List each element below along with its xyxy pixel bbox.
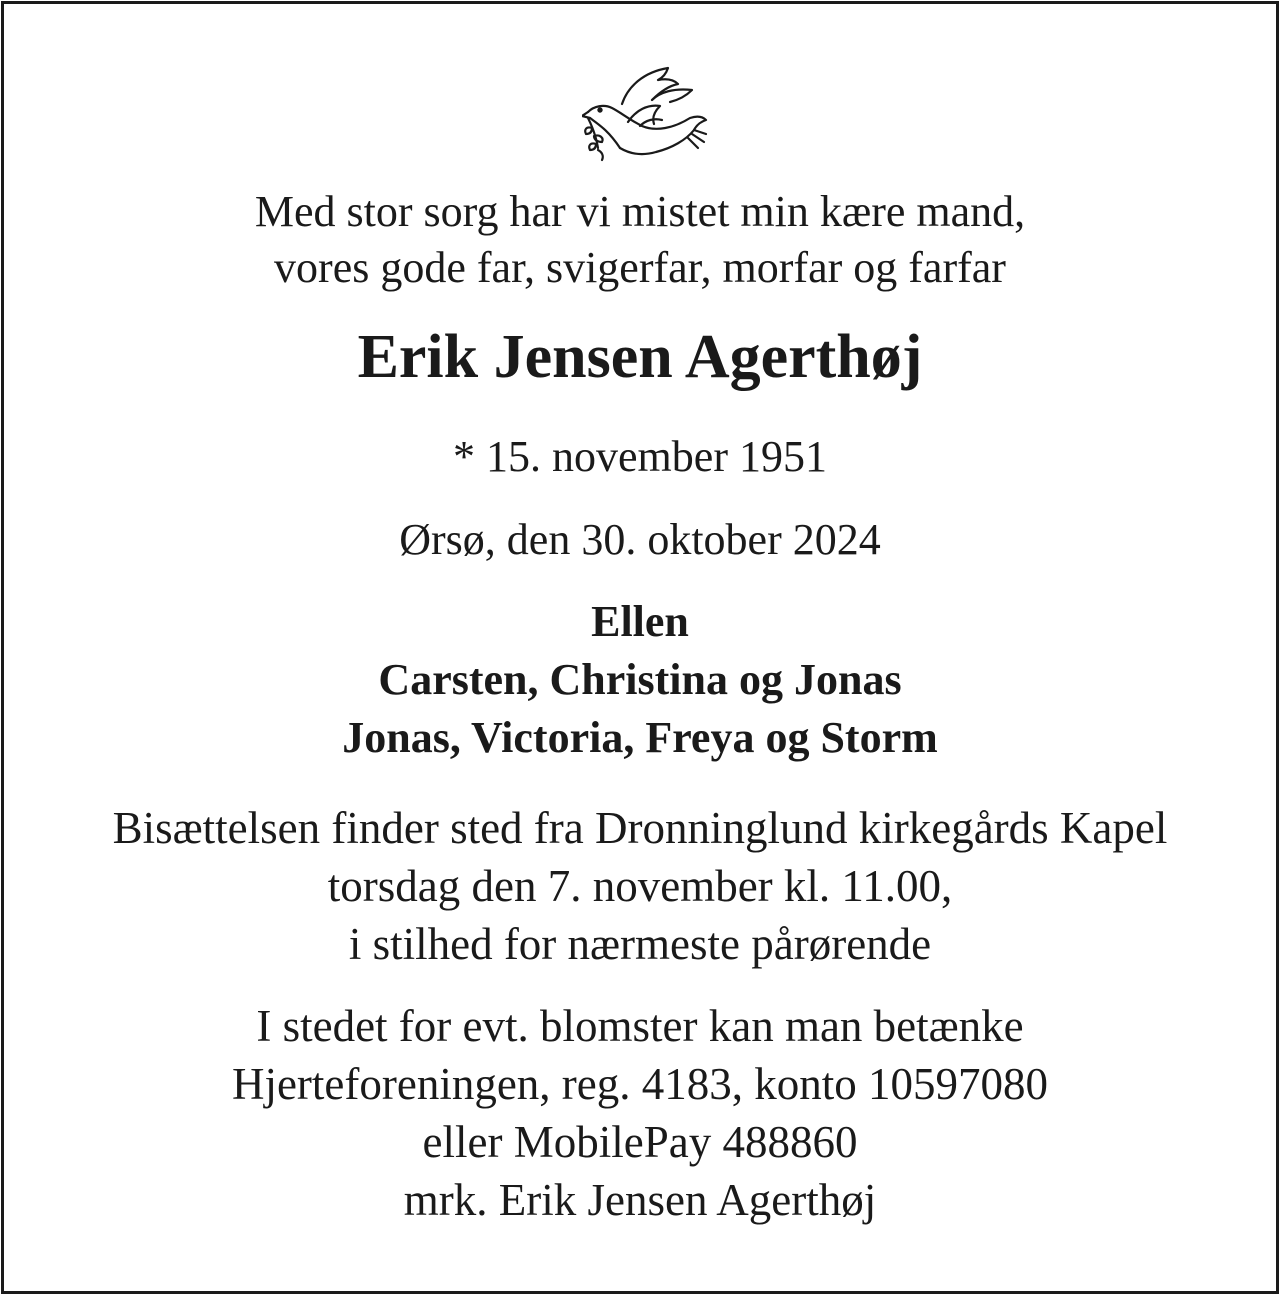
death-place-date: Ørsø, den 30. oktober 2024 <box>399 515 881 564</box>
funeral-line-3: i stilhed for nærmeste pårørende <box>348 919 932 969</box>
deceased-name: Erik Jensen Agerthøj <box>357 323 923 391</box>
donation-line-2: Hjerteforeningen, reg. 4183, konto 10597080 <box>231 1059 1049 1109</box>
obituary-notice <box>1 1 1279 1294</box>
intro-line-2: vores gode far, svigerfar, morfar og farfar <box>274 243 1006 292</box>
funeral-line-2: torsdag den 7. november kl. 11.00, <box>327 861 953 911</box>
dove-icon <box>582 64 708 162</box>
family-line-1: Ellen <box>591 597 689 646</box>
donation-line-3: eller MobilePay 488860 <box>422 1117 858 1167</box>
funeral-line-1: Bisættelsen finder sted fra Dronninglund kirkegårds Kapel <box>112 803 1168 853</box>
family-line-2: Carsten, Christina og Jonas <box>378 655 902 704</box>
intro-line-1: Med stor sorg har vi mistet min kære mand, <box>254 187 1026 236</box>
birth-date: * 15. november 1951 <box>453 432 827 481</box>
family-line-3: Jonas, Victoria, Freya og Storm <box>342 713 938 762</box>
donation-line-1: I stedet for evt. blomster kan man betænke <box>256 1001 1024 1051</box>
donation-line-4: mrk. Erik Jensen Agerthøj <box>403 1175 877 1225</box>
